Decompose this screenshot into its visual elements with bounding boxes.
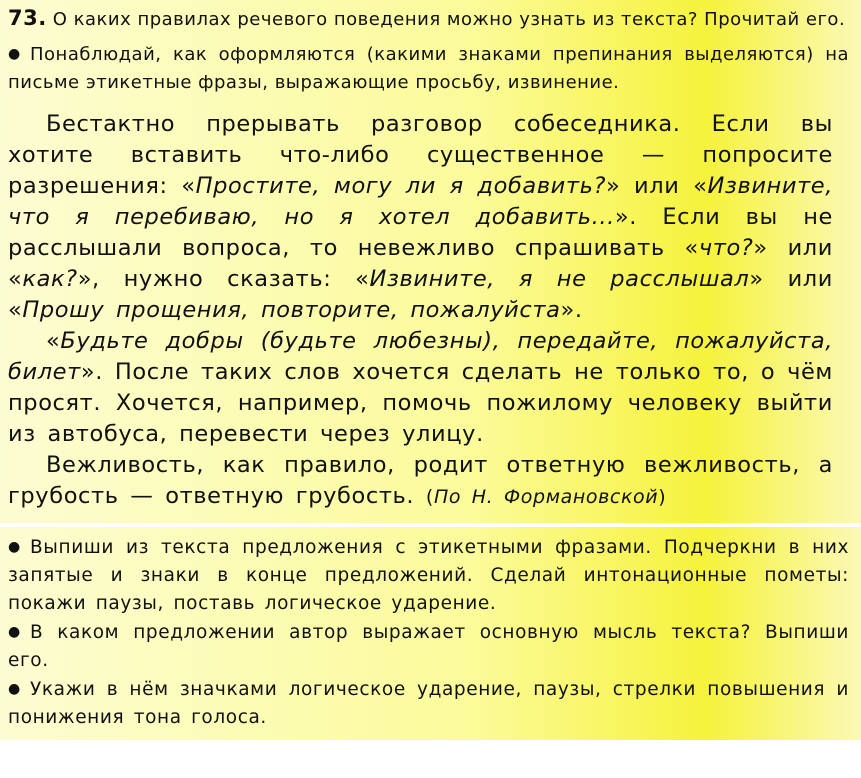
text-italic-phrase: как? [22,266,78,292]
task-instruction [8,40,849,97]
text-segment: ». [560,297,583,323]
question-item [8,618,849,675]
task-instruction-text: Понаблюдай, как оформляются (какими знаками препинания выделяются) на письме этикетные фразы, выражающие просьбу, извинение. [8,44,849,93]
bullet-icon: ● [8,681,21,697]
text-segment: ». Если вы не расслышали вопроса, то невежливо спрашивать « [8,204,833,261]
text-segment: ». После таких слов хочется сделать не только то, о чём просят. Хочется, например, помочь пожилому человеку выйти из автобуса, перевести через улицу. [8,359,833,447]
question-item [8,533,849,618]
text-italic-phrase: Извините, я не расслышал [369,266,750,292]
bullet-icon: ● [8,46,21,62]
text-segment: » или « [8,235,833,292]
text-segment: » или « [8,266,833,323]
reading-text-band [0,103,861,523]
text-italic-phrase: Извините, что я перебиваю, но я хотел добавить... [8,173,833,230]
text-italic-phrase: что? [698,235,754,261]
text-segment: » или « [606,173,708,199]
text-paragraph-3 [8,450,833,513]
text-italic-phrase: Прошу прощения, повторите, пожалуйста [22,297,561,323]
task-number: 73. [8,6,47,30]
bullet-icon: ● [8,539,21,555]
text-paragraph-1 [8,109,833,326]
text-segment: « [46,328,61,354]
author-paren: ( [425,486,434,508]
text-paragraph-2 [8,326,833,450]
text-segment: Вежливость, как правило, родит ответную вежливость, а грубость — ответную грубость. [8,452,833,509]
text-segment: », нужно сказать: « [77,266,370,292]
task-question-text: О каких правилах речевого поведения можно узнать из текста? Прочитай его. [52,9,846,30]
bullet-icon: ● [8,624,21,640]
question-item [8,675,849,732]
task-question [8,4,849,34]
question-text: В каком предложении автор выражает основную мысль текста? Выпиши его. [8,622,849,671]
question-text: Выпиши из текста предложения с этикетными фразами. Подчеркни в них запятые и знаки в конце предложений. Сделай интонационные пометы: покажи паузы, поставь логическое ударение. [8,537,849,614]
text-segment: Бестактно прерывать разговор собеседника. Если вы хотите вставить что-либо существенное — попросите разрешения: « [8,111,833,199]
text-italic-phrase: Будьте добры (будьте любезны), передайте, пожалуйста, билет [8,328,833,385]
task-header-band [0,0,861,103]
text-author: По Н. Формановской [433,486,659,508]
text-italic-phrase: Простите, могу ли я добавить? [195,173,607,199]
question-text: Укажи в нём значками логическое ударение, паузы, стрелки повышения и понижения тона голоса. [8,679,849,728]
author-paren: ) [658,486,667,508]
questions-band [0,527,861,740]
